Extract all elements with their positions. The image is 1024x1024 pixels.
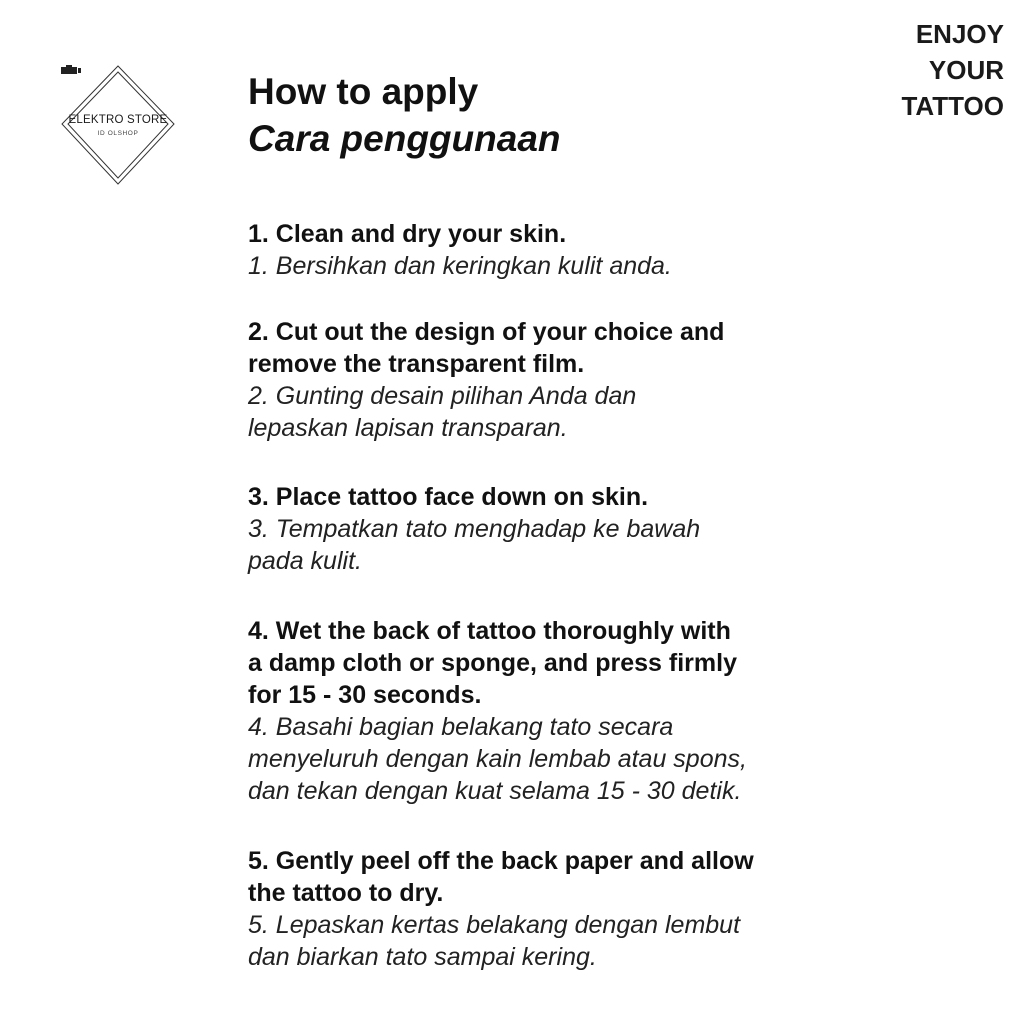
step-3-id-line-1: 3. Tempatkan tato menghadap ke bawah (248, 515, 701, 543)
step-1-id-line-1: 1. Bersihkan dan keringkan kulit anda. (248, 252, 672, 280)
enjoy-your-tattoo (901, 16, 1004, 124)
step-5-indonesian (248, 909, 754, 973)
step-3-en-line-1: 3. Place tattoo face down on skin. (248, 483, 649, 511)
step-4-id-line-1: 4. Basahi bagian belakang tato secara (248, 713, 674, 741)
step-4-indonesian (248, 711, 747, 807)
step-3-indonesian (248, 513, 700, 577)
enjoy-line-2: YOUR (928, 55, 1004, 85)
step-4-en-line-3: for 15 - 30 seconds. (248, 681, 482, 709)
step-2-en-line-2: remove the transparent film. (248, 350, 585, 378)
step-4-id-line-2: menyeluruh dengan kain lembab atau spons, (248, 745, 747, 773)
logo-mark-icon (60, 64, 82, 76)
step-1 (248, 218, 672, 282)
step-5-id-line-1: 5. Lepaskan kertas belakang dengan lembut (248, 911, 741, 939)
step-4-id-line-3: dan tekan dengan kuat selama 15 - 30 detik. (248, 777, 742, 805)
store-logo (60, 64, 176, 186)
step-4-english (248, 615, 747, 711)
step-5-en-line-2: the tattoo to dry. (248, 879, 444, 907)
enjoy-line-3: TATTOO (901, 91, 1004, 121)
step-5 (248, 845, 754, 973)
step-1-english (248, 218, 672, 250)
step-5-english (248, 845, 754, 909)
step-1-en-line-1: 1. Clean and dry your skin. (248, 220, 567, 248)
step-5-id-line-2: dan biarkan tato sampai kering. (248, 943, 597, 971)
step-2 (248, 316, 724, 444)
step-4-en-line-2: a damp cloth or sponge, and press firmly (248, 649, 737, 677)
step-2-english (248, 316, 724, 380)
step-3-id-line-2: pada kulit. (248, 547, 362, 575)
step-2-en-line-1: 2. Cut out the design of your choice and (248, 318, 725, 346)
step-3 (248, 481, 700, 577)
logo-store-name: ELEKTRO STORE (68, 114, 168, 126)
logo-store-sub: ID OLSHOP (97, 130, 139, 137)
enjoy-line-1: ENJOY (915, 19, 1004, 49)
step-1-indonesian (248, 250, 672, 282)
step-2-id-line-1: 2. Gunting desain pilihan Anda dan (248, 382, 637, 410)
page-title: How to apply (248, 71, 479, 112)
step-4-en-line-1: 4. Wet the back of tattoo thoroughly with (248, 617, 731, 645)
step-4 (248, 615, 747, 807)
step-5-en-line-1: 5. Gently peel off the back paper and allow (248, 847, 754, 875)
page-subtitle: Cara penggunaan (248, 118, 561, 159)
step-2-id-line-2: lepaskan lapisan transparan. (248, 414, 568, 442)
step-2-indonesian (248, 380, 724, 444)
step-3-english (248, 481, 700, 513)
